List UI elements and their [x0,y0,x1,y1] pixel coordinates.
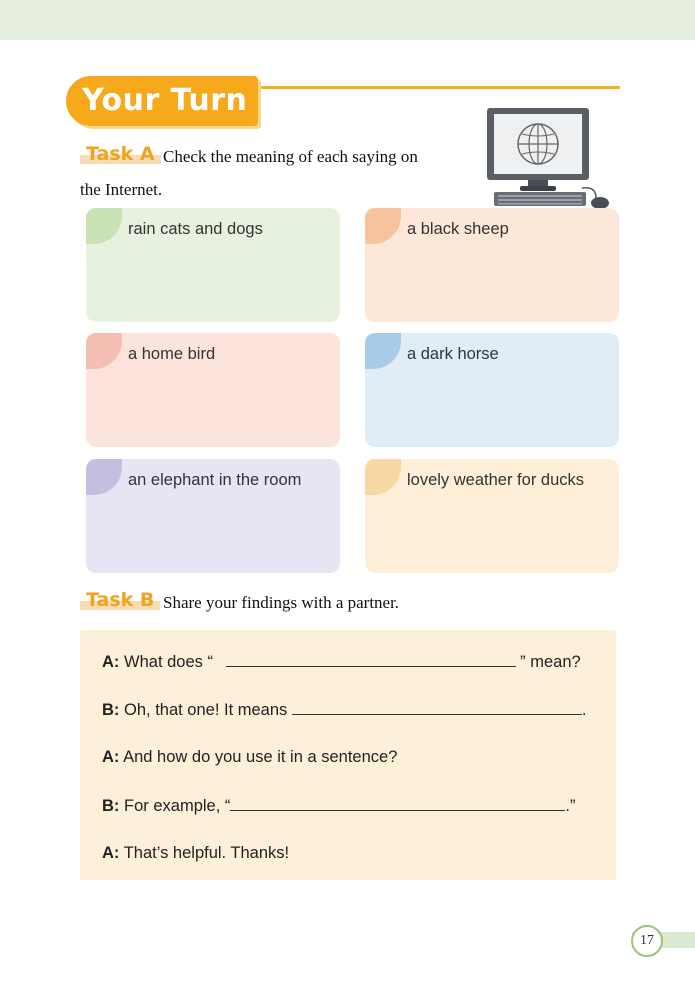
dialog-line: A: And how do you use it in a sentence? [102,748,398,766]
page-curl-icon [365,333,401,369]
page-title: Your Turn [82,83,248,118]
saying-card [365,459,619,573]
saying-text: a dark horse [407,345,499,363]
header-rule [250,86,620,89]
task-a-label: Task A [80,143,161,165]
page-curl-icon [365,459,401,495]
saying-card [86,333,340,447]
top-band [0,0,695,40]
task-b-instruction: Share your findings with a partner. [163,593,400,612]
saying-card [86,208,340,322]
saying-text: lovely weather for ducks [407,471,584,489]
speaker: B: [102,797,120,815]
saying-text: a home bird [128,345,216,363]
saying-text: rain cats and dogs [128,220,263,238]
speaker: A: [102,653,120,671]
task-b-label: Task B [80,589,160,611]
task-a-instruction-line1: Check the meaning of each saying on [163,147,418,166]
page-curl-icon [86,333,122,369]
speaker: B: [102,701,120,719]
speaker: A: [102,844,120,862]
dialog-line: B: For example, “ .” [102,797,576,815]
answer-blank[interactable] [292,700,582,715]
computer-icon [484,106,614,214]
saying-text: an elephant in the room [128,471,302,489]
saying-card [86,459,340,573]
saying-card [365,333,619,447]
page-curl-icon [86,208,122,244]
task-a-instruction-line2: the Internet. [80,180,163,199]
dialog-line: A: What does “ ” mean? [102,653,581,671]
answer-blank[interactable] [230,796,565,811]
page-curl-icon [365,208,401,244]
page-number: 17 [631,925,663,957]
page-curl-icon [86,459,122,495]
dialog-line: B: Oh, that one! It means . [102,701,587,719]
speaker: A: [102,748,120,766]
answer-blank[interactable] [226,652,516,667]
saying-card [365,208,619,322]
your-turn-badge [66,76,258,126]
dialog-line: A: That’s helpful. Thanks! [102,844,290,862]
saying-text: a black sheep [407,220,509,238]
